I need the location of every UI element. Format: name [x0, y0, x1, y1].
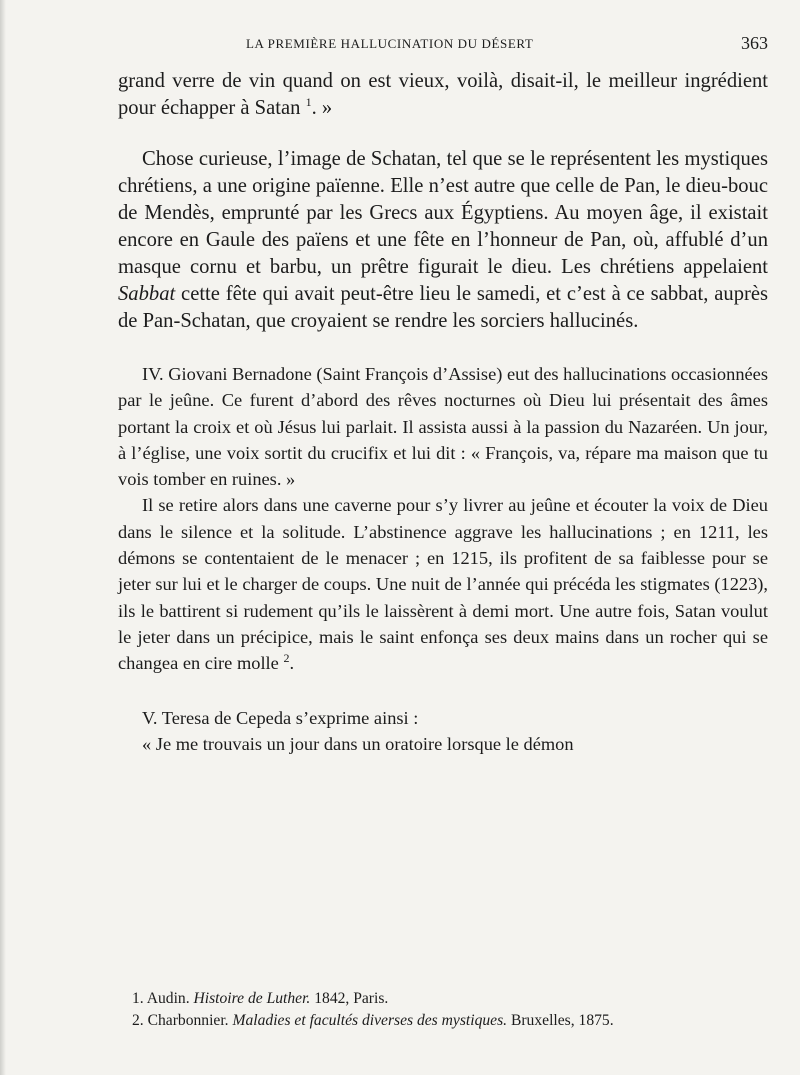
paragraph-text-end: . »: [311, 97, 333, 119]
footnote-publication: Bruxelles, 1875.: [507, 1012, 614, 1029]
running-title: LA PREMIÈRE HALLUCINATION DU DÉSERT: [246, 36, 534, 51]
footnote-publication: 1842, Paris.: [310, 990, 389, 1007]
footnote-1: [118, 988, 768, 1010]
footnote-title: Histoire de Luther.: [193, 990, 311, 1007]
italic-term: Sabbat: [118, 283, 176, 305]
footnote-ref-2: 2: [283, 651, 290, 666]
footnote-author: 1. Audin.: [132, 990, 194, 1007]
page-header: [118, 33, 768, 56]
body-text: [118, 68, 768, 757]
paragraph-quote-start: « Je me trouvais un jour dans un oratoire lorsque le démon: [142, 733, 574, 754]
paragraph-text-end: cette fête qui avait peut-être lieu le samedi, et c’est à ce sabbat, auprès de Pan-Schatan, que croyaient se rendre les sorciers hallucinés.: [118, 283, 768, 332]
paragraph-text: Chose curieuse, l’image de Schatan, tel que se le représentent les mystiques chrétiens, a une origine païenne. Elle n’est autre que celle de Pan, le dieu-bouc de Mendès, emprunté par les Grecs aux Égyptiens. Au moyen âge, il existait encore en Gaule des païens et une fête en l’honneur de Pan, où, affublé d’un masque cornu et barbu, un prêtre figurait le dieu. Les chrétiens appelaient: [118, 148, 768, 278]
paragraph-text: Il se retire alors dans une caverne pour s’y livrer au jeûne et écouter la voix de Dieu dans le silence et la solitude. L’abstinence aggrave les hallucinations ; en 1211, les démons se contentaient de le menacer ; en 1215, ils profitent de sa faiblesse pour se jeter sur lui et le charger de coups. Une nuit de l’année qui précéda les stigmates (1223), ils le battirent si rudement qu’ils le laissèrent à demi mort. Une autre fois, Satan voulut le jeter dans un précipice, mais le saint enfonça ses deux mains dans un rocher qui se changea en cire molle: [118, 495, 768, 674]
paragraph-schatan: [118, 146, 768, 335]
paragraph-text-end: .: [289, 653, 295, 674]
paragraph-section-iv: IV. Giovani Bernadone (Saint François d’Assise) eut des hallucinations occasionnées par le jeûne. Ce furent d’abord des rêves nocturnes où Dieu lui présentait des âmes portant la croix et où Jésus lui parlait. Il assista aussi à la passion du Nazaréen. Un jour, à l’église, une voix sortit du crucifix et lui dit : « François, va, répare ma maison que tu vois tomber en ruines. »: [118, 364, 768, 490]
paragraph-text: grand verre de vin quand on est vieux, voilà, disait-il, le meilleur ingrédient pour échapper à Satan: [118, 70, 768, 119]
paragraph-continuation: [118, 68, 768, 122]
page-number: 363: [741, 33, 768, 53]
footnotes: [118, 988, 768, 1032]
page-edge-shadow: [0, 0, 6, 1075]
footnote-title: Maladies et facultés diverses des mystiques.: [232, 1012, 508, 1029]
paragraph-section-v: V. Teresa de Cepeda s’exprime ainsi :: [142, 707, 419, 728]
paragraph-caverne: [118, 492, 768, 676]
footnote-ref-1: 1: [305, 95, 312, 110]
footnote-2: [118, 1010, 768, 1032]
footnote-author: 2. Charbonnier.: [132, 1012, 233, 1029]
